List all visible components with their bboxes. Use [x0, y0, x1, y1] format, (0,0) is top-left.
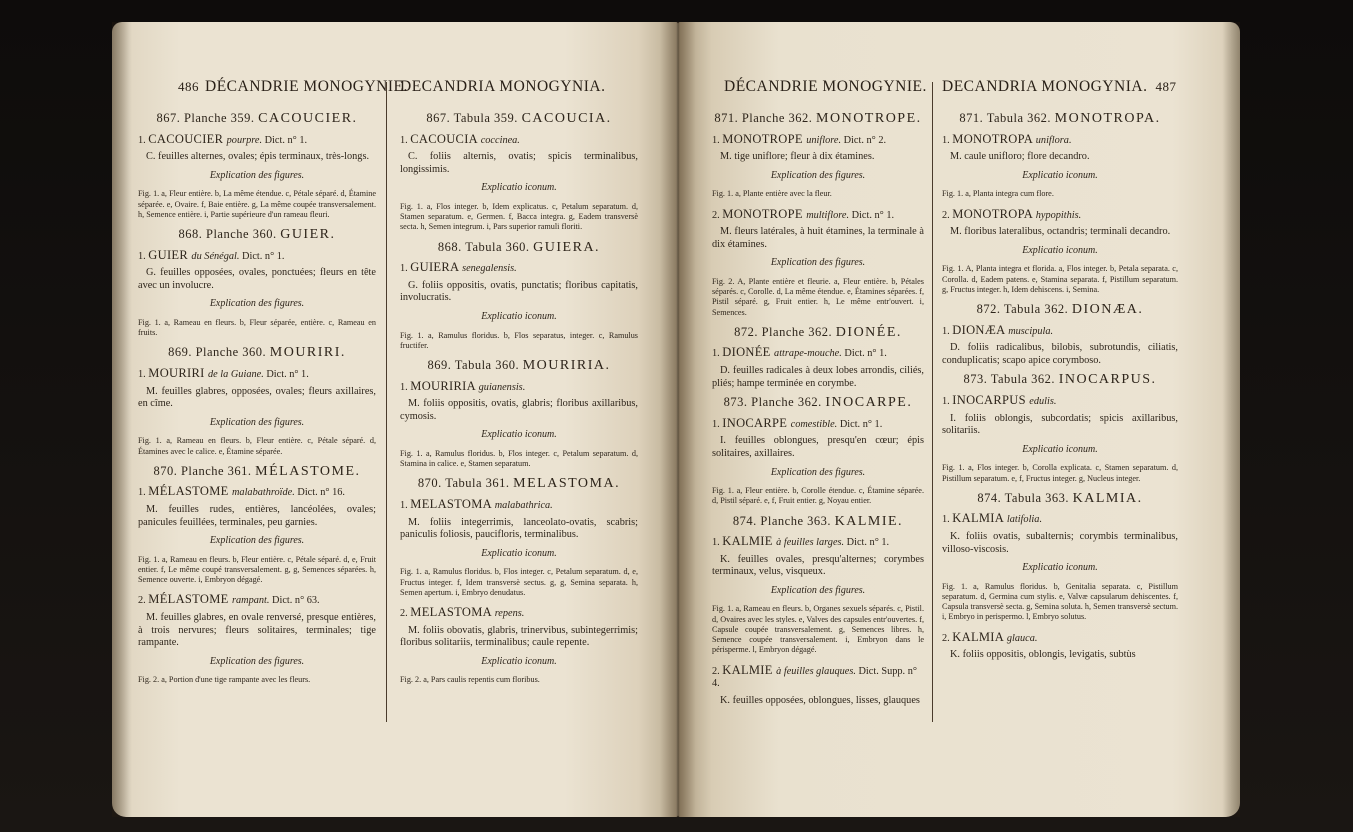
genus-name: KALMIE [722, 534, 777, 549]
figures-subheading: Explication des figures. [209, 169, 305, 181]
species-epithet: edulis. [1029, 395, 1057, 407]
species-description: C. foliis alternis, ovatis; spicis terminalibus, longissimis. [400, 151, 638, 175]
dictionary-reference: Dict. n° 63. [269, 595, 320, 607]
column-french-left [138, 22, 408, 817]
genus-name: GUIER [148, 247, 192, 262]
genus-name: KALMIA [952, 511, 1007, 526]
entry-number: 1. [138, 250, 149, 262]
species-description: K. foliis ovatis, subalternis; corymbis terminalibus, villoso-viscosis. [942, 530, 1178, 555]
figure-explanation: Fig. 1. a, Rameau en fleurs. b, Fleur séparée, entière. c, Rameau en fruits. [138, 317, 376, 338]
genus-name: MOURIRIA [410, 378, 479, 393]
figures-subheading: Explication des figures. [770, 466, 866, 478]
species-epithet: de la Guiane. [208, 368, 264, 380]
entry-number: 1. [138, 487, 149, 499]
section-number: 872. [976, 301, 1004, 316]
species-entry [712, 664, 924, 691]
figures-subheading: Explicatio iconum. [481, 655, 557, 667]
entry-number: 1. [400, 134, 411, 146]
species-description: K. foliis oppositis, oblongis, levigatis, subtùs [950, 649, 1136, 661]
genus-heading: INOCARPUS. [1058, 372, 1157, 388]
figures-subheading: Explicatio iconum. [481, 547, 557, 559]
species-epithet: glauca. [1006, 632, 1038, 644]
figure-explanation: Fig. 1. a, Ramulus floridus. b, Flos integer. c, Petalum separatum. d, e, Fructus integer. f, Idem transversè sectus. g, g, Semina separata. h, Semen apertum. i, Embryo denudatus. [400, 567, 638, 597]
genus-heading: GUIERA. [533, 239, 601, 255]
species-epithet: latifolia. [1006, 514, 1043, 526]
genus-name: KALMIE [722, 662, 777, 677]
species-entry [400, 261, 638, 276]
running-title-text: DÉCANDRIE MONOGYNIE. [724, 78, 927, 95]
genus-name: DIONÉE [722, 345, 775, 360]
dictionary-reference: Dict. n° 1. [849, 209, 895, 221]
genus-name: MONOTROPE [722, 206, 807, 221]
figure-explanation: Fig. 1. a, Flos integer. b, Corolla explicata. c, Stamen separatum. d, Pistillum separatum. e, f, Fructus integer. g, Nucleus integer. [942, 463, 1178, 483]
plate-label: Planche 360. [195, 345, 270, 360]
species-description: M. tige uniflore; fleur à dix étamines. [720, 151, 875, 163]
species-entry [942, 394, 1178, 409]
species-epithet: uniflore. [806, 134, 842, 146]
running-title-text: DECANDRIA MONOGYNIA. [942, 78, 1148, 95]
figures-subheading: Explication des figures. [209, 535, 305, 547]
species-description: G. foliis oppositis, ovatis, punctatis; floribus capitatis, involucratis. [400, 279, 638, 304]
running-title-text: DÉCANDRIE MONOGYNIE. [205, 78, 408, 95]
species-description: M. feuilles glabres, en ovale renversé, presque entières, à trois nervures; fleurs solitaires, terminales; tige rampante. [138, 611, 376, 649]
dictionary-reference: Dict. Supp. n° 4. [712, 665, 917, 690]
section-number: 869. [168, 345, 196, 360]
species-description: M. caule unifloro; flore decandro. [950, 151, 1090, 163]
section-number: 867. [426, 111, 454, 125]
genus-name: MELASTOMA [410, 604, 495, 619]
figures-subheading: Explication des figures. [770, 257, 866, 269]
plate-label: Tabula 362. [990, 372, 1059, 387]
entry-number: 1. [942, 395, 953, 407]
species-entry [712, 535, 924, 550]
figure-explanation: Fig. 2. A, Plante entière et fleurie. a, Fleur entière. b, Pétales séparés. c, Corolle. d, La même étendue. e, Étamines séparées. f, Pistil séparé. g, Fruit entier. h, Le même entr'ouvert. i, Semences. [712, 276, 924, 317]
entry-number: 2. [712, 209, 723, 221]
genus-heading: KALMIA. [1072, 490, 1143, 506]
genus-heading: MELASTOMA. [513, 476, 621, 492]
figures-subheading: Explicatio iconum. [1022, 443, 1098, 455]
page-number: 487 [1155, 79, 1177, 94]
section-heading [712, 112, 924, 126]
section-heading [942, 373, 1178, 387]
species-entry [942, 512, 1178, 527]
species-entry [138, 133, 376, 148]
section-number: 873. [723, 395, 752, 410]
genus-name: MÉLASTOME [148, 484, 232, 499]
genus-name: MÉLASTOME [148, 592, 232, 607]
plate-label: Tabula 360. [454, 357, 523, 372]
dictionary-reference: Dict. n° 2. [841, 134, 887, 146]
section-heading [942, 112, 1178, 126]
figure-explanation: Fig. 1. a, Ramulus floridus. b, Genitalia separata. c, Pistillum separatum. d, Germina cum stylis. e, Valvæ capsularum dehiscentes. f, Capsula transversè secta. g, Semina soluta. h, Semen transversè sectum. i, Embryo in perispermo. l, Embryo solutus. [942, 581, 1178, 622]
species-epithet: à feuilles larges. [776, 537, 845, 549]
plate-label: Planche 363. [760, 513, 835, 528]
species-epithet: comestible. [790, 418, 838, 430]
genus-name: MONOTROPA [952, 206, 1036, 221]
section-heading [400, 241, 638, 255]
genus-heading: MONOTROPA. [1054, 111, 1161, 126]
species-description: M. foliis integerrimis, lanceolato-ovatis, scabris; paniculis foliosis, paucifloris, terminalibus. [400, 516, 638, 541]
species-description: K. feuilles opposées, oblongues, lisses, glauques [720, 694, 920, 706]
figures-subheading: Explication des figures. [209, 655, 305, 667]
entry-number: 1. [138, 134, 149, 146]
genus-heading: CACOUCIA. [521, 111, 612, 126]
column-latin-right [942, 22, 1178, 817]
species-description: M. feuilles rudes, entières, lancéolées, ovales; panicules feuillées, terminales, peu garnies. [138, 503, 376, 528]
page-edge-shadow [112, 22, 132, 817]
figures-subheading: Explicatio iconum. [1022, 169, 1098, 181]
section-number: 873. [963, 372, 991, 387]
section-heading [942, 492, 1178, 506]
species-entry [400, 606, 638, 621]
figure-explanation: Fig. 1. a, Fleur entière. b, La même étendue. c, Pétale séparé. d, Étamine séparée. e, Ovaire. f, Baie entière. g, La même coupée transversalement. h, Semence entière. i, Partie supérieure d'un rameau fleuri. [138, 189, 376, 219]
section-heading [712, 396, 924, 410]
entry-number: 1. [942, 134, 953, 146]
plate-label: Planche 361. [180, 463, 256, 478]
section-number: 871. [714, 111, 742, 125]
plate-label: Tabula 362. [986, 111, 1055, 125]
genus-name: MOURIRI [148, 365, 208, 380]
genus-heading: GUIER. [280, 226, 336, 242]
species-description: M. foliis obovatis, glabris, trinervibus, subintegerrimis; floribus solitariis, terminalibus; caule repente. [400, 624, 638, 649]
dictionary-reference: Dict. n° 1. [841, 348, 887, 360]
left-page [112, 22, 678, 817]
genus-heading: KALMIE. [834, 513, 904, 529]
section-heading [138, 346, 376, 360]
genus-heading: MOURIRIA. [522, 357, 611, 373]
entry-number: 2. [138, 595, 149, 607]
book-gutter [660, 22, 696, 817]
species-epithet: malabathrica. [494, 499, 553, 511]
section-heading [942, 303, 1178, 317]
species-epithet: multiflore. [806, 209, 850, 221]
plate-label: Planche 362. [761, 324, 836, 339]
open-book [112, 22, 1240, 817]
species-entry [942, 133, 1178, 148]
figure-explanation: Fig. 1. a, Ramulus floridus. b, Flos separatus, integer. c, Ramulus fructifer. [400, 330, 638, 350]
column-body [712, 106, 924, 713]
entry-number: 2. [942, 209, 953, 221]
figures-subheading: Explication des figures. [770, 169, 866, 181]
entry-number: 1. [138, 368, 149, 380]
section-number: 874. [732, 513, 761, 528]
section-number: 871. [959, 111, 987, 125]
species-description: M. fleurs latérales, à huit étamines, la terminale à dix étamines. [712, 226, 924, 250]
species-description: K. feuilles ovales, presqu'alternes; corymbes terminaux, velus, visqueux. [712, 553, 924, 578]
running-title [178, 78, 408, 96]
figures-subheading: Explication des figures. [770, 584, 866, 596]
figures-subheading: Explication des figures. [209, 416, 305, 428]
genus-name: CACOUCIER [148, 131, 227, 146]
species-entry [712, 346, 924, 361]
species-epithet: hypopithis. [1035, 209, 1082, 221]
genus-heading: DIONÆA. [1071, 301, 1144, 317]
figure-explanation: Fig. 2. a, Pars caulis repentis cum floribus. [400, 675, 540, 685]
plate-label: Tabula 359. [453, 111, 522, 125]
species-entry [138, 249, 376, 264]
figures-subheading: Explicatio iconum. [481, 429, 557, 441]
species-description: I. foliis oblongis, subcordatis; spicis axillaribus, solitariis. [942, 412, 1178, 437]
species-entry [400, 498, 638, 513]
entry-number: 1. [400, 381, 411, 393]
genus-name: INOCARPUS [952, 392, 1030, 407]
column-body [138, 106, 376, 693]
plate-label: Tabula 360. [465, 239, 534, 254]
section-heading [138, 465, 376, 479]
species-entry [712, 133, 924, 148]
entry-number: 1. [400, 263, 411, 275]
column-body [400, 106, 638, 693]
section-heading [400, 477, 638, 491]
figures-subheading: Explicatio iconum. [1022, 562, 1098, 574]
figure-explanation: Fig. 1. a, Rameau en fleurs. b, Fleur entière. c, Pétale séparé. d, e, Fruit entier. f, Le même coupé transversalement. g, g, Semences séparées. h, Semence ouverte. i, Embryon dégagé. [138, 554, 376, 585]
entry-number: 1. [712, 348, 723, 360]
species-entry [942, 208, 1178, 223]
plate-label: Tabula 362. [1003, 301, 1072, 316]
dictionary-reference: Dict. n° 1. [239, 250, 285, 262]
species-description: M. foliis oppositis, ovatis, glabris; floribus axillaribus, cymosis. [400, 398, 638, 422]
section-heading [400, 112, 638, 126]
genus-heading: MÉLASTOME. [255, 463, 361, 479]
species-entry [138, 367, 376, 382]
species-description: I. feuilles oblongues, presqu'en cœur; épis solitaires, axillaires. [712, 435, 924, 459]
column-french-right [712, 22, 927, 817]
figures-subheading: Explicatio iconum. [1022, 244, 1098, 256]
section-heading [138, 228, 376, 242]
plate-label: Planche 362. [751, 395, 826, 410]
section-number: 869. [427, 357, 455, 372]
column-rule [386, 82, 387, 722]
species-epithet: guianensis. [478, 381, 526, 393]
section-heading [400, 359, 638, 373]
dictionary-reference: Dict. n° 1. [837, 418, 883, 430]
figure-explanation: Fig. 1. a, Rameau en fleurs. b, Organes sexuels séparés. c, Pistil. d, Ovaires avec les styles. e, Valves des capsules entr'ouvertes. f, Capsule coupée transversalement. g, Semences libres. h, Semence coupée transversalement. i, Embryon dans le périsperme. l, Embryon dégagé. [712, 604, 924, 655]
species-description: G. feuilles opposées, ovales, ponctuées; fleurs en tête avec un involucre. [138, 267, 376, 291]
dictionary-reference: Dict. n° 16. [294, 487, 345, 499]
figures-subheading: Explication des figures. [209, 298, 305, 310]
column-latin-left [400, 22, 638, 817]
species-entry [712, 417, 924, 432]
plate-label: Planche 360. [206, 226, 281, 241]
section-heading [138, 112, 376, 126]
species-epithet: pourpre. [226, 134, 263, 146]
genus-heading: CACOUCIER. [258, 111, 358, 126]
right-page [678, 22, 1240, 817]
figure-explanation: Fig. 2. a, Portion d'une tige rampante avec les fleurs. [138, 675, 311, 685]
genus-heading: DIONÉE. [835, 324, 902, 340]
species-description: D. feuilles radicales à deux lobes arrondis, ciliés, pliés; hampe terminée en corymbe. [712, 364, 924, 389]
section-number: 870. [417, 476, 446, 491]
page-edge-shadow [1222, 22, 1240, 817]
entry-number: 1. [712, 418, 723, 430]
column-rule [932, 82, 933, 722]
genus-name: CACOUCIA [410, 131, 481, 146]
plate-label: Tabula 361. [445, 476, 514, 491]
section-number: 868. [437, 239, 466, 254]
dictionary-reference: Dict. n° 1. [844, 537, 890, 549]
species-epithet: du Sénégal. [191, 250, 240, 262]
entry-number: 1. [942, 325, 953, 337]
running-title [724, 78, 927, 96]
column-body [942, 106, 1178, 668]
genus-name: MELASTOMA [410, 496, 495, 511]
section-heading [712, 326, 924, 340]
entry-number: 1. [712, 134, 723, 146]
section-number: 868. [178, 226, 206, 241]
entry-number: 2. [712, 665, 723, 677]
running-title [400, 78, 605, 96]
section-heading [712, 515, 924, 529]
species-epithet: senegalensis. [462, 263, 517, 275]
species-entry [138, 485, 376, 500]
section-number: 867. [156, 111, 184, 125]
genus-heading: MONOTROPE. [816, 111, 922, 126]
species-epithet: à feuilles glauques. [776, 665, 856, 677]
species-epithet: attrape-mouche. [774, 348, 842, 360]
genus-name: MONOTROPA [952, 131, 1036, 146]
figure-explanation: Fig. 1. a, Ramulus floridus. b, Flos integer. c, Petalum separatum. d, Stamina in calice. e, Stamen separatum. [400, 448, 638, 469]
species-entry [712, 208, 924, 223]
species-epithet: uniflora. [1035, 134, 1072, 146]
figures-subheading: Explicatio iconum. [481, 182, 557, 194]
plate-label: Tabula 363. [1004, 490, 1073, 505]
entry-number: 2. [400, 607, 411, 619]
dictionary-reference: Dict. n° 1. [263, 368, 309, 380]
figure-explanation: Fig. 1. a, Fleur entière. b, Corolle étendue. c, Étamine séparée. d, Pistil séparé. e, f, Fruit entier. g, Noyau entier. [712, 486, 924, 506]
plate-label: Planche 359. [183, 111, 259, 125]
species-entry [942, 631, 1178, 646]
dictionary-reference: Dict. n° 1. [262, 134, 308, 146]
entry-number: 1. [712, 537, 723, 549]
genus-name: KALMIA [952, 629, 1007, 644]
page-number: 486 [178, 79, 199, 94]
section-number: 870. [153, 463, 181, 478]
figure-explanation: Fig. 1. a, Planta integra cum flore. [942, 189, 1054, 199]
section-number: 872. [734, 324, 762, 339]
species-entry [942, 324, 1178, 339]
running-title-text: DECANDRIA MONOGYNIA. [400, 78, 606, 95]
species-epithet: repens. [494, 607, 525, 619]
species-description: M. feuilles glabres, opposées, ovales; fleurs axillaires, en cîme. [138, 385, 376, 410]
figure-explanation: Fig. 1. a, Rameau en fleurs. b, Fleur entière. c, Pétale séparé. d, Étamines avec le calice. e, Étamine séparée. [138, 436, 376, 456]
species-description: C. feuilles alternes, ovales; épis terminaux, très-longs. [146, 151, 370, 163]
figures-subheading: Explicatio iconum. [481, 310, 557, 322]
figure-explanation: Fig. 1. a, Plante entière avec la fleur. [712, 189, 832, 199]
species-epithet: malabathroïde. [231, 487, 295, 499]
entry-number: 2. [942, 632, 953, 644]
species-epithet: coccinea. [480, 134, 520, 146]
species-entry [400, 133, 638, 148]
species-description: M. floribus lateralibus, octandris; terminali decandro. [950, 226, 1171, 238]
species-entry [400, 380, 638, 395]
genus-name: GUIERA [410, 260, 463, 275]
genus-name: INOCARPE [722, 415, 791, 430]
species-entry [138, 593, 376, 608]
genus-heading: MOURIRI. [269, 345, 346, 361]
figure-explanation: Fig. 1. a, Flos integer. b, Idem explicatus. c, Petalum separatum. d, Stamen separatum. e, Germen. f, Bacca integra. g, Eadem transversè secta. h, Semen integrum. i, Pars superior ramuli floriti. [400, 201, 638, 232]
figure-explanation: Fig. 1. A, Planta integra et florida. a, Flos integer. b, Petala separata. c, Corolla. d, Eadem patens. e, Stamina separata. f, Pistillum separatum. g, Fructus integer. h, Idem dehiscens. i, Semina. [942, 264, 1178, 294]
genus-heading: INOCARPE. [825, 395, 913, 411]
species-epithet: rampant. [231, 595, 270, 607]
species-epithet: muscipula. [1008, 325, 1054, 337]
plate-label: Planche 362. [741, 111, 817, 125]
entry-number: 1. [400, 499, 411, 511]
genus-name: MONOTROPE [722, 131, 807, 146]
entry-number: 1. [942, 514, 953, 526]
section-number: 874. [977, 490, 1005, 505]
running-title [942, 78, 1176, 96]
species-description: D. foliis radicalibus, bilobis, subrotundis, ciliatis, conduplicatis; scapo apice corymboso. [942, 342, 1178, 366]
genus-name: DIONÆA [952, 322, 1009, 337]
